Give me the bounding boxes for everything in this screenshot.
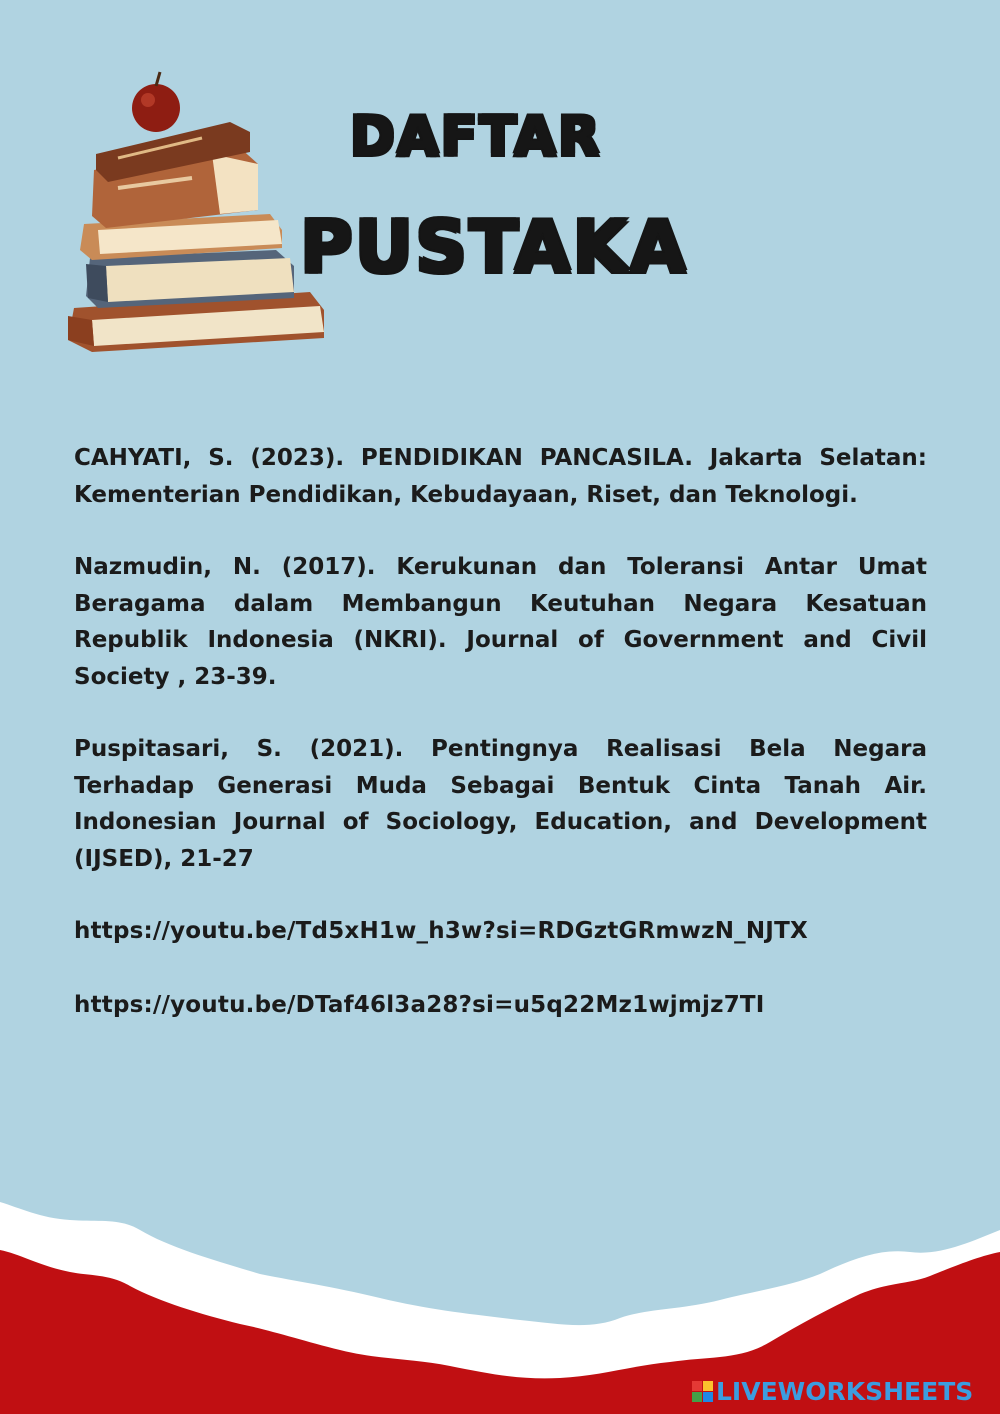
logo-blocks-icon xyxy=(692,1381,713,1402)
book-stack-icon xyxy=(62,70,332,360)
reference-link[interactable]: https://youtu.be/DTaf46l3a28?si=u5q22Mz1wjmjz7TI xyxy=(74,991,765,1018)
watermark-text: LIVEWORKSHEETS xyxy=(716,1376,974,1406)
reference-item: Puspitasari, S. (2021). Pentingnya Realisasi Bela Negara Terhadap Generasi Muda Sebagai Bentuk Cinta Tanah Air. Indonesian Journal of Sociology, Education, and Development (IJSED), 21-27 xyxy=(74,736,927,872)
reference-link[interactable]: https://youtu.be/Td5xH1w_h3w?si=RDGztGRmwzN_NJTX xyxy=(74,918,808,944)
reference-list xyxy=(74,440,927,1060)
reference-item: Nazmudin, N. (2017). Kerukunan dan Toleransi Antar Umat Beragama dalam Membangun Keutuhan Negara Kesatuan Republik Indonesia (NKRI). Journal of Government and Civil Society , 23-39. xyxy=(74,554,927,690)
reference-item: CAHYATI, S. (2023). PENDIDIKAN PANCASILA. Jakarta Selatan: Kementerian Pendidikan, Kebudayaan, Riset, dan Teknologi. xyxy=(74,445,927,508)
title-line-pustaka: PUSTAKA xyxy=(300,205,688,289)
title-line-daftar: DAFTAR xyxy=(350,105,602,168)
watermark-logo xyxy=(692,1376,973,1406)
